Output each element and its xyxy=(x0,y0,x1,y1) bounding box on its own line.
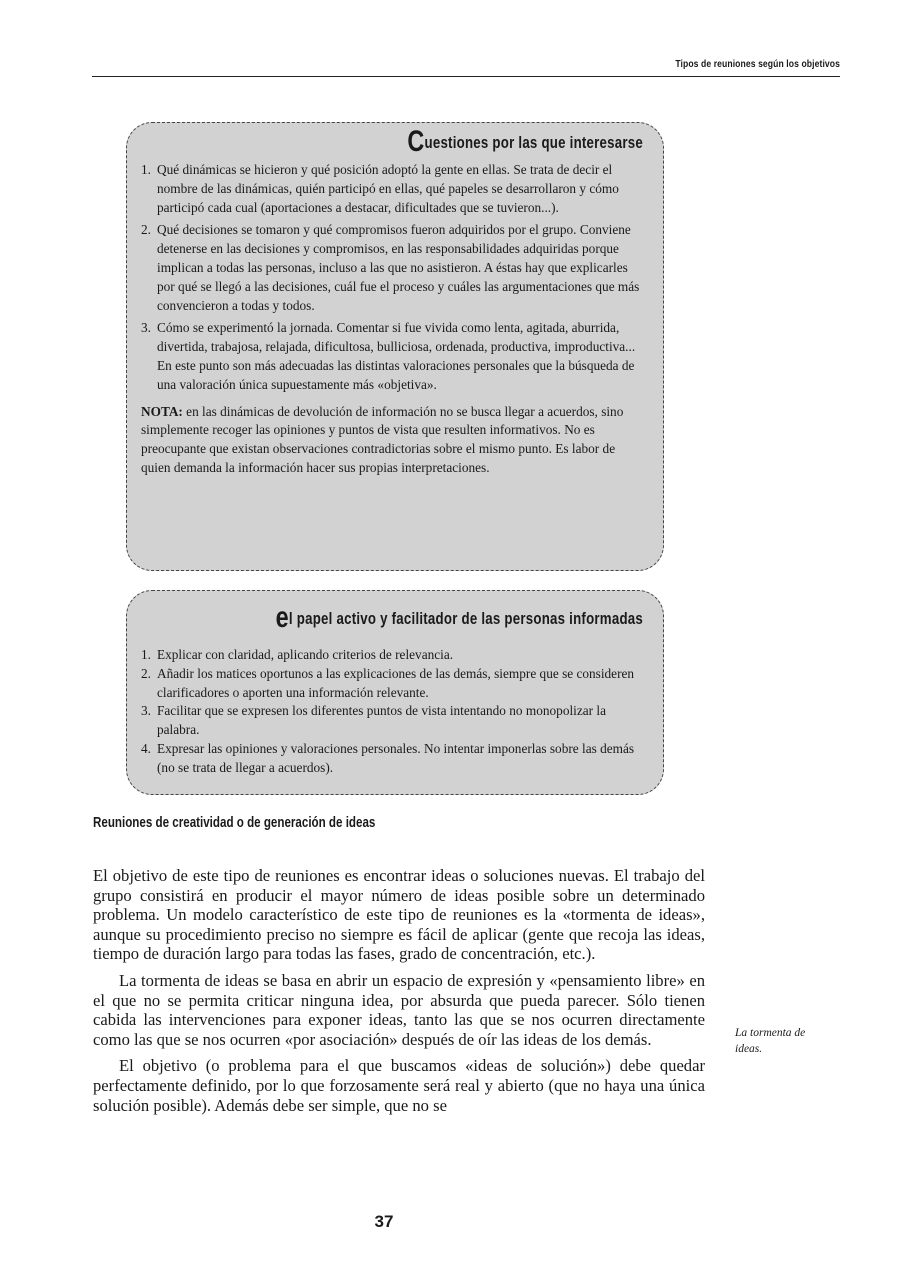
item-number: 2. xyxy=(141,222,151,238)
role-title-rest: l papel activo y facilitador de las personas informadas xyxy=(288,609,643,628)
body-paragraph: El objetivo de este tipo de reuniones es encontrar ideas o soluciones nuevas. El trabajo del grupo consistirá en producir el mayor número de ideas posible sobre un determinado problema. Un modelo característico de este tipo de reuniones es la «tormenta de ideas», aunque su procedimiento preciso no siempre es fácil de aplicar (gente que recoja las ideas, tiempo de duración largo para todas las fases, grado de concentración, etc.). xyxy=(93,866,705,964)
page-number: 37 xyxy=(374,1212,394,1231)
item-number: 4. xyxy=(141,740,151,756)
role-list xyxy=(141,646,643,778)
list-item xyxy=(141,319,643,394)
list-item xyxy=(141,221,643,315)
item-text: Expresar las opiniones y valoraciones personales. No intentar imponerlas sobre las demás (no se trata de llegar a acuerdos). xyxy=(157,740,635,775)
list-item xyxy=(141,740,643,778)
note-label: NOTA: xyxy=(141,403,183,419)
item-number: 3. xyxy=(141,703,151,719)
item-text: Qué dinámicas se hicieron y qué posición adoptó la gente en ellas. Se trata de decir el nombre de las dinámicas, quién participó en ellas, qué papeles se desarrollaron y cómo participó cada cual (aportaciones a destacar, dificultades que se tuvieron...). xyxy=(157,162,619,215)
questions-title-initial: C xyxy=(407,125,425,158)
item-text: Cómo se experimentó la jornada. Comentar si fue vivida como lenta, agitada, aburrida, divertida, trabajosa, relajada, dificultosa, bulliciosa, ordenada, productiva, improductiva... En este punto son más adecuadas las distintas valoraciones personales que la búsqueda de una valoración única supuestamente más «objetiva». xyxy=(157,320,636,392)
list-item xyxy=(141,665,643,703)
questions-list xyxy=(141,161,643,395)
margin-note: La tormenta de ideas. xyxy=(735,1027,806,1055)
item-number: 3. xyxy=(141,320,151,336)
item-text: Qué decisiones se tomaron y qué compromisos fueron adquiridos por el grupo. Conviene detenerse en las decisiones y compromisos, en las responsabilidades adquiridas porque implican a todas las personas, incluso a las que no asistieron. A éstas hay que explicarles por qué se llegó a las decisiones, cuál fue el proceso y cuáles las argumentaciones que más convencieron a todas y todos. xyxy=(157,222,640,313)
questions-box-title xyxy=(251,127,643,157)
header-rule xyxy=(92,76,840,77)
body-paragraph: El objetivo (o problema para el que buscamos «ideas de solución») debe quedar perfectamente definido, por lo que forzosamente será real y abierto (que no haya una única solución posible). Además debe ser simple, que no se xyxy=(93,1056,705,1115)
list-item xyxy=(141,702,643,740)
role-title-initial: e xyxy=(275,601,289,634)
section-heading: Reuniones de creatividad o de generación de ideas xyxy=(93,815,376,831)
note-text: en las dinámicas de devolución de información no se busca llegar a acuerdos, sino simplemente recoger las opiniones y puntos de vista que resulten informativos. No es preocupante que existan observaciones contradictorias sobre el mismo punto. Es labor de quien demanda la información hacer sus propias interpretaciones. xyxy=(141,403,624,475)
running-head: Tipos de reuniones según los objetivos xyxy=(675,58,840,70)
role-box-title xyxy=(251,601,643,635)
note-paragraph xyxy=(141,403,643,478)
body-paragraph: La tormenta de ideas se basa en abrir un espacio de expresión y «pensamiento libre» en el que no se permita criticar ninguna idea, por absurda que pueda parecer. Sólo tienen cabida las intervenciones para exponer ideas, tanto las que se nos ocurren directamente como las que se nos ocurren «por asociación» después de oír las ideas de los demás. xyxy=(93,970,705,1049)
item-text: Explicar con claridad, aplicando criterios de relevancia. xyxy=(157,647,454,662)
item-number: 2. xyxy=(141,665,151,681)
item-number: 1. xyxy=(141,647,151,662)
list-item xyxy=(141,161,643,217)
list-item xyxy=(141,646,643,665)
body-text xyxy=(93,866,705,1122)
item-text: Añadir los matices oportunos a las explicaciones de las demás, siempre que se consideren clarificadores o aporten una información relevante. xyxy=(157,665,635,700)
item-text: Facilitar que se expresen los diferentes puntos de vista intentando no monopolizar la palabra. xyxy=(157,703,607,738)
item-number: 1. xyxy=(141,162,151,177)
questions-title-rest: uestiones por las que interesarse xyxy=(424,133,643,152)
questions-box xyxy=(126,122,664,571)
role-box xyxy=(126,590,664,795)
